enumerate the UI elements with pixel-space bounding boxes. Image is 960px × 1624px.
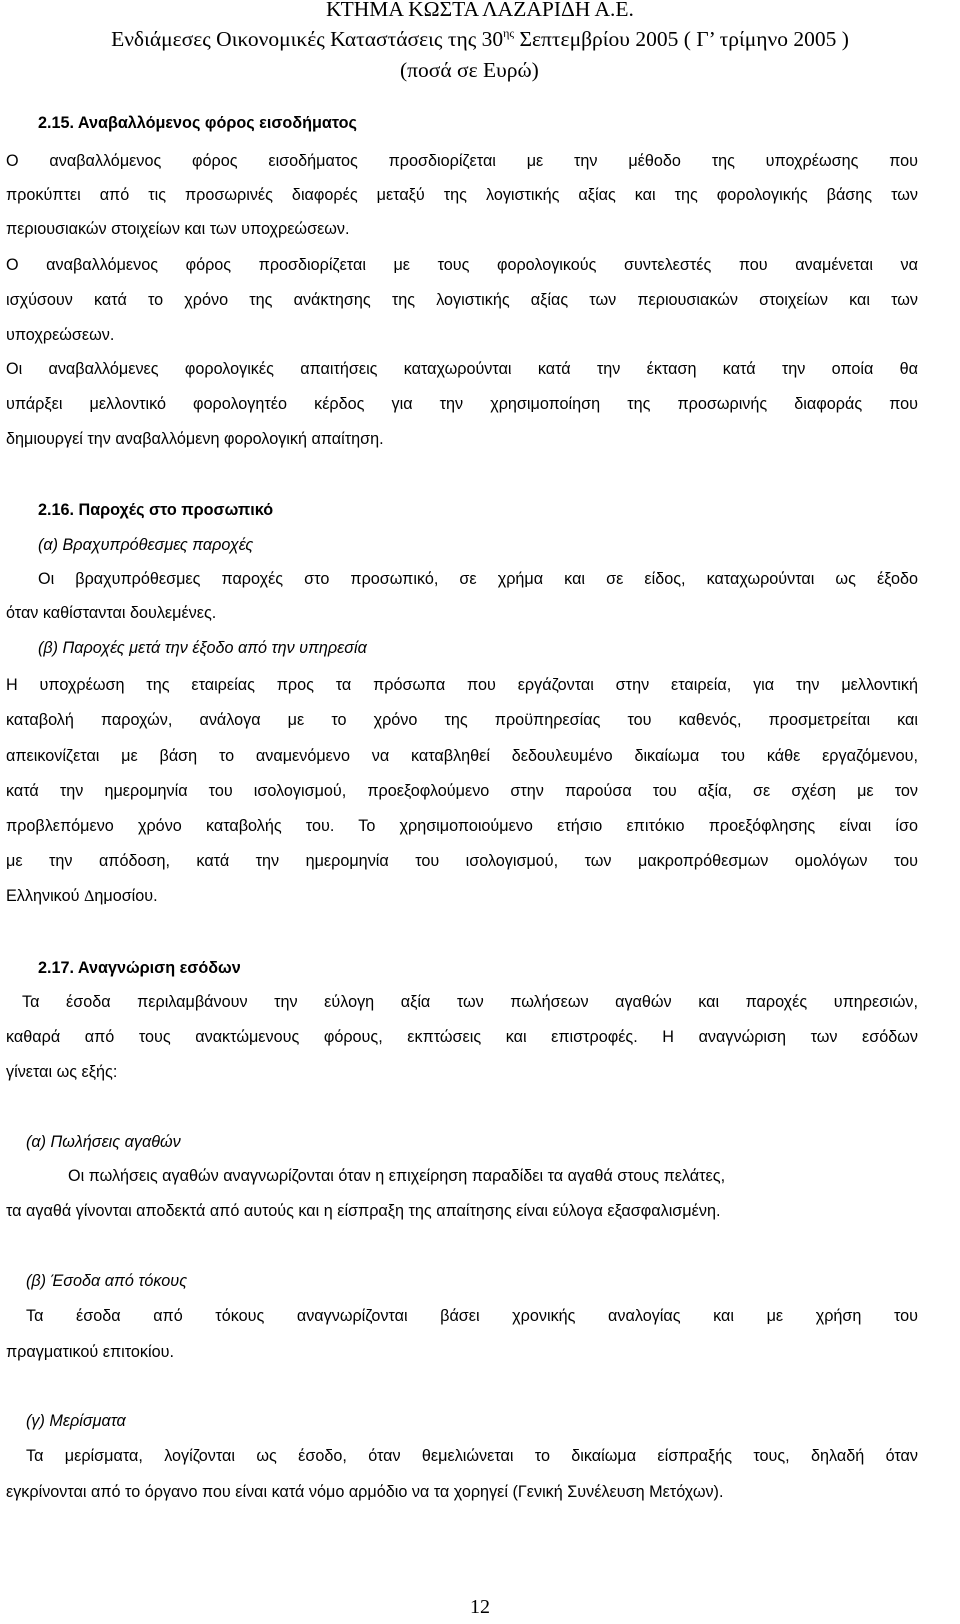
paragraph-line: Τα έσοδα περιλαμβάνουν την εύλογη αξία των πωλήσεων αγαθών και παροχές υπηρεσιών, [22,993,918,1011]
paragraph-line: καταβολή παροχών, ανάλογα με το χρόνο της προϋπηρεσίας του καθενός, προσμετρείται και [6,711,918,729]
paragraph-line: Τα έσοδα από τόκους αναγνωρίζονται βάσει χρονικής αναλογίας και με χρήση του [26,1307,918,1325]
subsection-heading: (α) Πωλήσεις αγαθών [26,1133,181,1151]
paragraph-line: υπάρξει μελλοντικό φορολογητέο κέρδος για την χρησιμοποίηση της προσωρινής διαφοράς που [6,395,918,413]
paragraph-line: Τα μερίσματα, λογίζονται ως έσοδο, όταν θεμελιώνεται το δικαίωμα είσπραξής τους, δηλαδή όταν [26,1447,918,1465]
subtitle-post: Σεπτεμβρίου 2005 ( Γ’ τρίμηνο 2005 ) [514,27,849,51]
paragraph-line [6,885,918,907]
company-name: ΚΤΗΜΑ ΚΩΣΤΑ ΛΑΖΑΡΙΔΗ Α.Ε. [326,0,634,21]
report-subtitle [0,26,960,52]
paragraph-line: καθαρά από τους ανακτώμενους φόρους, εκπτώσεις και επιστροφές. Η αναγνώριση των εσόδων [6,1028,918,1046]
paragraph-line: Ο αναβαλλόμενος φόρος εισοδήματος προσδιορίζεται με την μέθοδο της υποχρέωσης που [6,152,918,170]
subsection-heading: (γ) Μερίσματα [26,1412,126,1430]
subsection-heading: (β) Έσοδα από τόκους [26,1272,188,1290]
delta-glyph: Δ [83,887,95,905]
paragraph-line: περιουσιακών στοιχείων και των υποχρεώσεων. [6,220,350,238]
subsection-heading: (α) Βραχυπρόθεσμες παροχές [38,536,254,554]
section-heading-2-15: 2.15. Αναβαλλόμενος φόρος εισοδήματος [38,114,357,132]
subtitle-pre: Ενδιάμεσες Οικονομικές Καταστάσεις της 30 [111,27,504,51]
paragraph-line: τα αγαθά γίνονται αποδεκτά από αυτούς και η είσπραξη της απαίτησης είναι εύλογα εξασφαλισμένη. [6,1202,721,1220]
paragraph-line: Ο αναβαλλόμενος φόρος προσδιορίζεται με τους φορολογικούς συντελεστές που αναμένεται να [6,256,918,274]
paragraph-line: προβλεπόμενο χρόνο καταβολής του. Το χρησιμοποιούμενο ετήσιο επιτόκιο προεξόφλησης είναι ίσο [6,817,918,835]
section-heading-2-17: 2.17. Αναγνώριση εσόδων [38,959,241,977]
text-run: Ελληνικού [6,887,84,905]
paragraph-line: υποχρεώσεων. [6,326,115,344]
paragraph-line: πραγματικού επιτοκίου. [6,1343,174,1361]
paragraph-line: δημιουργεί την αναβαλλόμενη φορολογική απαίτηση. [6,430,384,448]
subtitle-superscript: ης [503,26,515,40]
subsection-heading: (β) Παροχές μετά την έξοδο από την υπηρεσία [38,639,367,657]
paragraph-line: προκύπτει από τις προσωρινές διαφορές μεταξύ της λογιστικής αξίας και της φορολογικής βάσης των [6,186,918,204]
paragraph-line: Οι βραχυπρόθεσμες παροχές στο προσωπικό, σε χρήμα και σε είδος, καταχωρούνται ως έξοδο [38,570,918,588]
paragraph-line: γίνεται ως εξής: [6,1063,118,1081]
page-number: 12 [470,1596,490,1618]
paragraph-line: κατά την ημερομηνία του ισολογισμού, προεξοφλούμενο στην παρούσα του αξία, σε σχέση με τον [6,782,918,800]
paragraph-line: Οι πωλήσεις αγαθών αναγνωρίζονται όταν η επιχείρηση παραδίδει τα αγαθά στους πελάτες, [68,1167,726,1185]
paragraph-line: Η υποχρέωση της εταιρείας προς τα πρόσωπα που εργάζονται στην εταιρεία, για την μελλοντική [6,676,918,694]
paragraph-line: ισχύσουν κατά το χρόνο της ανάκτησης της λογιστικής αξίας των περιουσιακών στοιχείων και των [6,291,918,309]
paragraph-line: απεικονίζεται με βάση το αναμενόμενο να καταβληθεί δεδουλευμένο δικαίωμα του κάθε εργαζόμενου, [6,747,918,765]
section-heading-2-16: 2.16. Παροχές στο προσωπικό [38,501,274,519]
paragraph-line: όταν καθίστανται δουλεμένες. [6,604,217,622]
paragraph-line: εγκρίνονται από το όργανο που είναι κατά νόμο αρμόδιο να τα χορηγεί (Γενική Συνέλευση Μετόχων). [6,1483,724,1501]
paragraph-line: με την απόδοση, κατά την ημερομηνία του ισολογισμού, των μακροπρόθεσμων ομολόγων του [6,852,918,870]
paragraph-line: Οι αναβαλλόμενες φορολογικές απαιτήσεις καταχωρούνται κατά την έκταση κατά την οποία θα [6,360,918,378]
text-run: ημοσίου. [94,887,158,905]
currency-note: (ποσά σε Ευρώ) [400,58,539,82]
